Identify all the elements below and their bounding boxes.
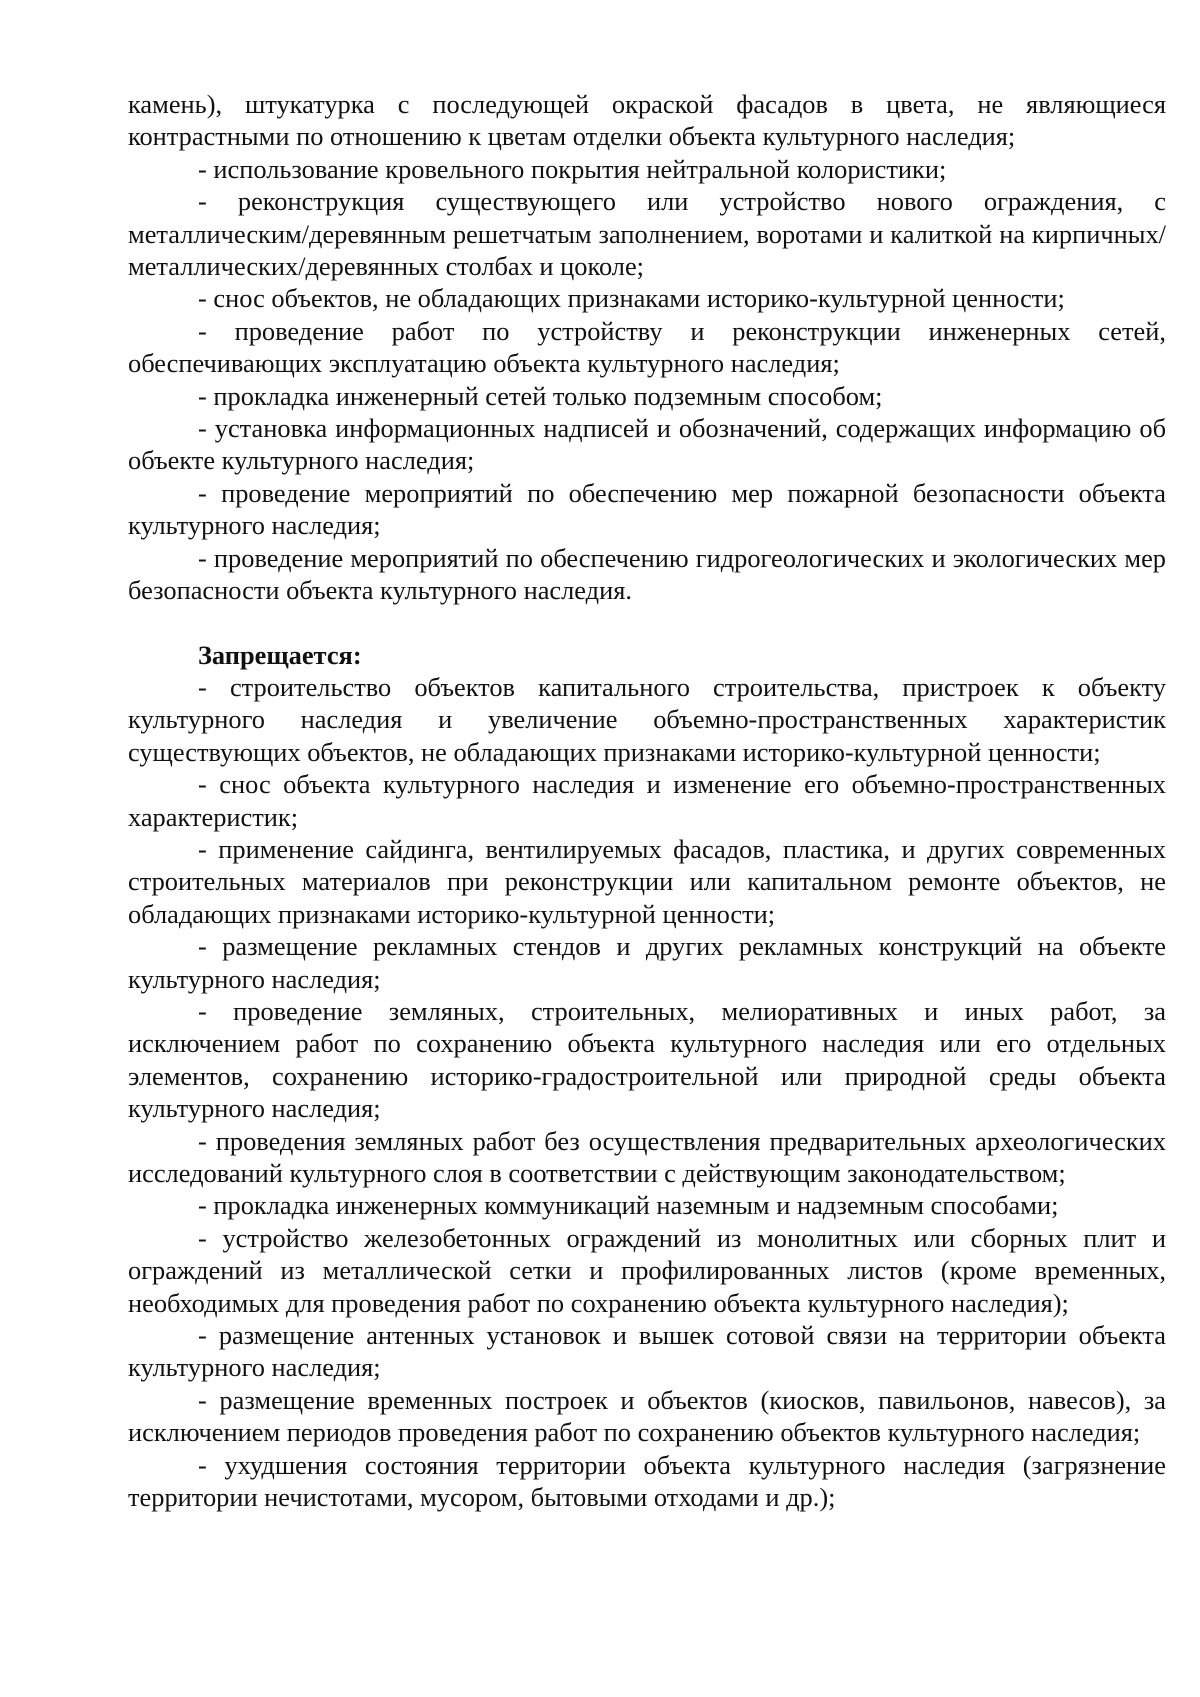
list-item: - прокладка инженерных коммуникаций наземным и надземным способами; — [198, 1190, 1059, 1221]
prohibited-section — [128, 639, 1166, 1514]
list-item: - устройство железобетонных ограждений из монолитных или сборных плит и ограждений из металлической сетки и профилированных листов (кроме временных, необходимых для проведения работ по сохранению объекта культурного наследия); — [128, 1222, 1166, 1318]
allowed-section — [128, 88, 1166, 607]
document-page — [128, 88, 1166, 1513]
list-item: - использование кровельного покрытия нейтральной колористики; — [198, 153, 947, 184]
list-item: - применение сайдинга, вентилируемых фасадов, пластика, и других современных строительных материалов при реконструкции или капитальном ремонте объектов, не обладающих признаками историко-культурной ценности; — [128, 833, 1166, 929]
list-item: - проведение работ по устройству и реконструкции инженерных сетей, обеспечивающих эксплуатацию объекта культурного наследия; — [128, 315, 1166, 379]
list-item: - снос объектов, не обладающих признаками историко-культурной ценности; — [198, 283, 1065, 314]
list-item: - установка информационных надписей и обозначений, содержащих информацию об объекте культурного наследия; — [128, 413, 1166, 476]
list-item: - проведение земляных, строительных, мелиоративных и иных работ, за исключением работ по сохранению объекта культурного наследия или его отдельных элементов, сохранению историко-градостроительной или природной среды объекта культурного наследия; — [128, 995, 1166, 1124]
list-item: - размещение временных построек и объектов (киосков, павильонов, навесов), за исключением периодов проведения работ по сохранению объектов культурного наследия; — [128, 1384, 1166, 1448]
list-item: - строительство объектов капитального строительства, пристроек к объекту культурного наследия и увеличение объемно-пространственных характеристик существующих объектов, не обладающих признаками историко-культурной ценности; — [128, 671, 1166, 767]
list-item: - проведения земляных работ без осуществления предварительных археологических исследований культурного слоя в соответствии с действующим законодательством; — [128, 1125, 1166, 1188]
section-heading: Запрещается: — [198, 639, 362, 670]
list-item: - проведение мероприятий по обеспечению гидрогеологических и экологических мер безопасности объекта культурного наследия. — [128, 542, 1166, 606]
list-item: - прокладка инженерный сетей только подземным способом; — [198, 380, 883, 411]
list-item: - ухудшения состояния территории объекта культурного наследия (загрязнение территории нечистотами, мусором, бытовыми отходами и др.); — [128, 1449, 1166, 1513]
list-item: - реконструкция существующего или устройство нового ограждения, с металлическим/деревянным решетчатым заполнением, воротами и калиткой на кирпичных/металлических/деревянных столбах и цоколе; — [128, 186, 1166, 282]
list-item: - размещение антенных установок и вышек сотовой связи на территории объекта культурного наследия; — [128, 1320, 1166, 1383]
list-item: - размещение рекламных стендов и других рекламных конструкций на объекте культурного наследия; — [128, 931, 1166, 994]
list-item: - снос объекта культурного наследия и изменение его объемно-пространственных характеристик; — [128, 769, 1166, 832]
list-item: - проведение мероприятий по обеспечению мер пожарной безопасности объекта культурного наследия; — [128, 477, 1166, 541]
paragraph-continuation: камень), штукатурка с последующей окраской фасадов в цвета, не являющиеся контрастными по отношению к цветам отделки объекта культурного наследия; — [128, 89, 1166, 152]
